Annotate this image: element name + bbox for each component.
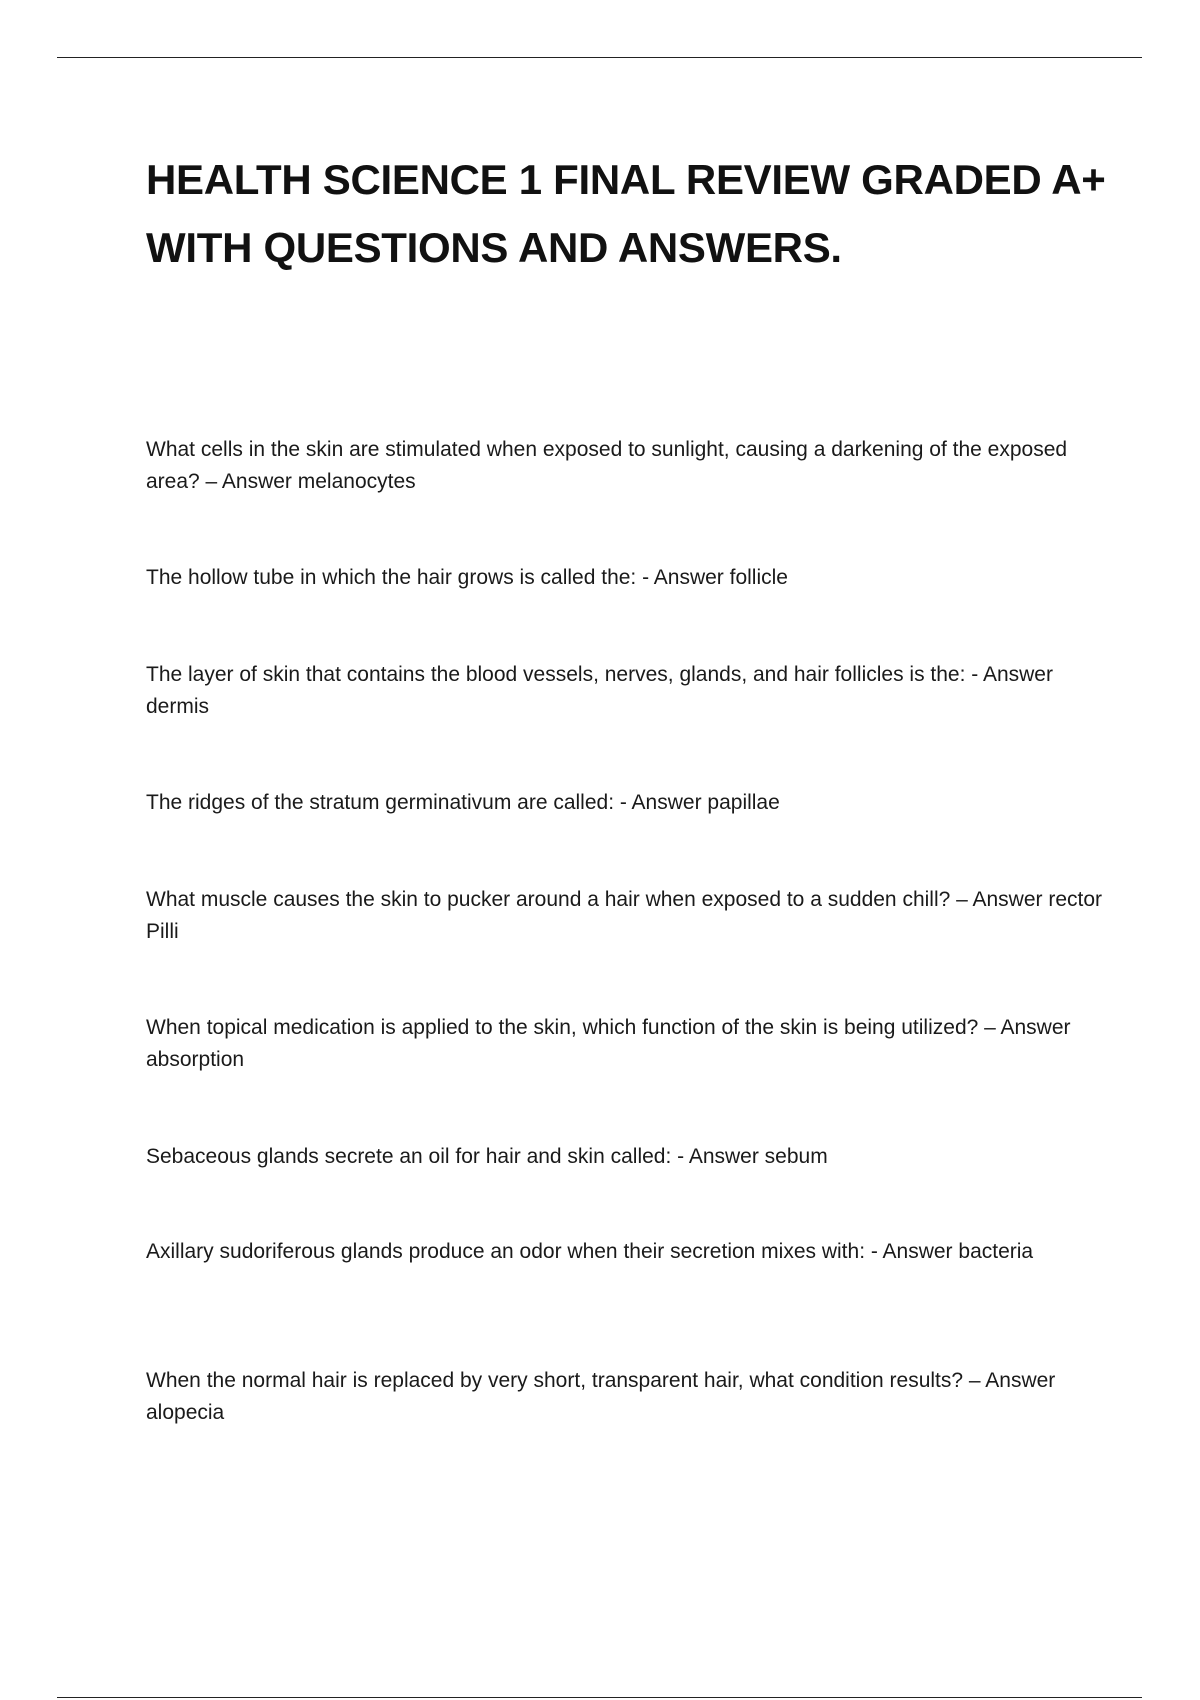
header-rule	[57, 57, 1142, 58]
qa-item: Axillary sudoriferous glands produce an odor when their secretion mixes with: - Answer bacteria	[146, 1240, 1034, 1263]
qa-item: What muscle causes the skin to pucker around a hair when exposed to a sudden chill? – Answer rector Pilli	[146, 888, 1103, 943]
qa-item: What cells in the skin are stimulated when exposed to sunlight, causing a darkening of the exposed area? – Answer melanocytes	[146, 438, 1068, 493]
qa-item: When the normal hair is replaced by very short, transparent hair, what condition results? – Answer alopecia	[146, 1369, 1056, 1424]
qa-item: The ridges of the stratum germinativum are called: - Answer papillae	[146, 791, 780, 814]
footer-rule	[57, 1697, 1142, 1698]
qa-item: The layer of skin that contains the blood vessels, nerves, glands, and hair follicles is the: - Answer dermis	[146, 663, 1053, 718]
document-title: HEALTH SCIENCE 1 FINAL REVIEW GRADED A+ WITH QUESTIONS AND ANSWERS.	[146, 156, 1106, 271]
qa-item: Sebaceous glands secrete an oil for hair and skin called: - Answer sebum	[146, 1145, 828, 1168]
qa-item: When topical medication is applied to the skin, which function of the skin is being utilized? – Answer absorption	[146, 1016, 1071, 1071]
qa-item: The hollow tube in which the hair grows is called the: - Answer follicle	[146, 566, 788, 589]
